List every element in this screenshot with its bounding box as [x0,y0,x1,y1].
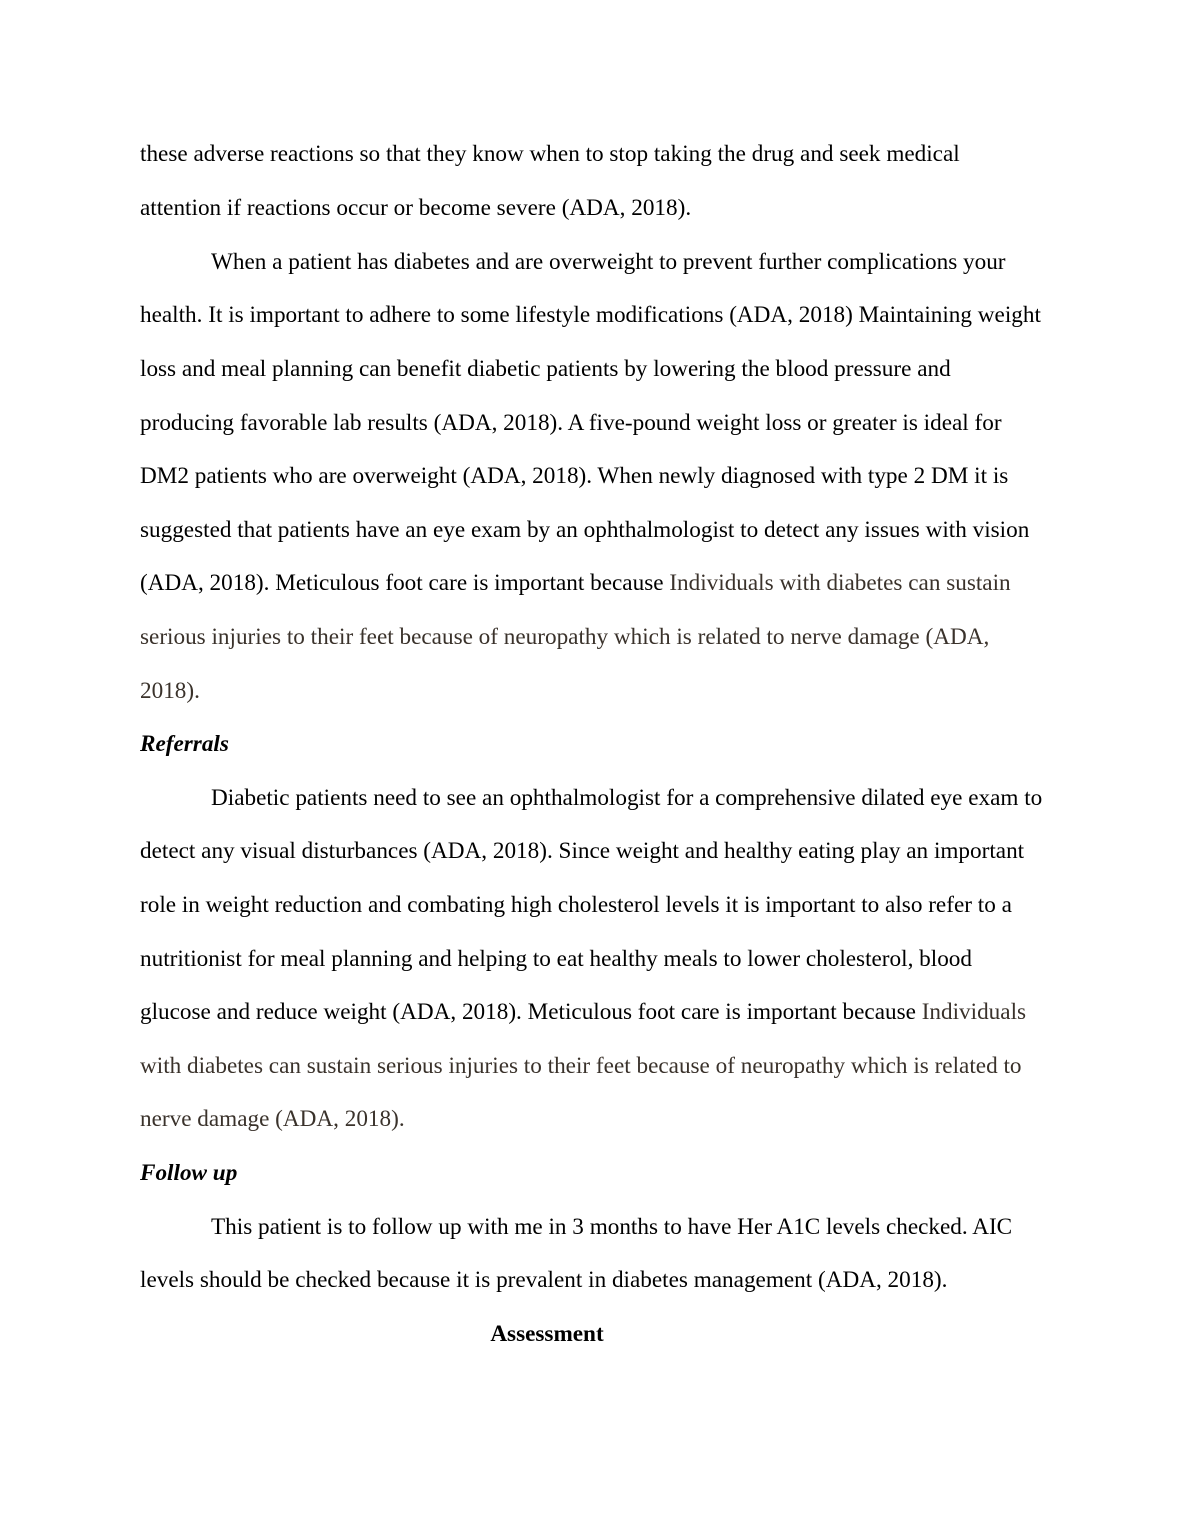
text-span: Individuals [921,999,1027,1025]
body-text-line: DM2 patients who are overweight (ADA, 2018). When newly diagnosed with type 2 DM it is [140,463,1009,489]
body-text-line: This patient is to follow up with me in 3 months to have Her A1C levels checked. AIC [211,1214,1013,1240]
body-text-line: 2018). [140,678,200,704]
section-heading-referrals: Referrals [140,731,229,757]
body-text-line: nerve damage (ADA, 2018). [140,1106,405,1132]
text-span: glucose and reduce weight (ADA, 2018). Meticulous foot care is important because [140,999,922,1025]
section-heading-follow-up: Follow up [140,1160,238,1186]
body-text-line [140,572,1011,595]
text-span: (ADA, 2018). Meticulous foot care is important because [140,570,670,596]
body-text-line: these adverse reactions so that they know when to stop taking the drug and seek medical [140,141,960,167]
body-text-line: suggested that patients have an eye exam by an ophthalmologist to detect any issues with vision [140,517,1030,543]
body-text-line: detect any visual disturbances (ADA, 2018). Since weight and healthy eating play an important [140,838,1025,864]
body-text-line: with diabetes can sustain serious injuries to their feet because of neuropathy which is related to [140,1053,1022,1079]
body-text-line: levels should be checked because it is prevalent in diabetes management (ADA, 2018). [140,1267,948,1293]
body-text-line: When a patient has diabetes and are overweight to prevent further complications your [211,249,1006,275]
body-text-line: nutritionist for meal planning and helping to eat healthy meals to lower cholesterol, blood [140,946,972,972]
body-text-line: loss and meal planning can benefit diabetic patients by lowering the blood pressure and [140,356,951,382]
body-text-line: attention if reactions occur or become severe (ADA, 2018). [140,195,692,221]
body-text-line: role in weight reduction and combating high cholesterol levels it is important to also refer to a [140,892,1012,918]
body-text-line [140,1001,1026,1024]
body-text-line: serious injuries to their feet because of neuropathy which is related to nerve damage (ADA, [140,624,990,650]
body-text-line: producing favorable lab results (ADA, 2018). A five-pound weight loss or greater is ideal for [140,410,1002,436]
text-span: Individuals with diabetes can sustain [669,570,1011,596]
body-text-line: Diabetic patients need to see an ophthalmologist for a comprehensive dilated eye exam to [211,785,1043,811]
section-heading-assessment: Assessment [490,1321,604,1347]
body-text-line: health. It is important to adhere to some lifestyle modifications (ADA, 2018) Maintaining weight [140,302,1041,328]
